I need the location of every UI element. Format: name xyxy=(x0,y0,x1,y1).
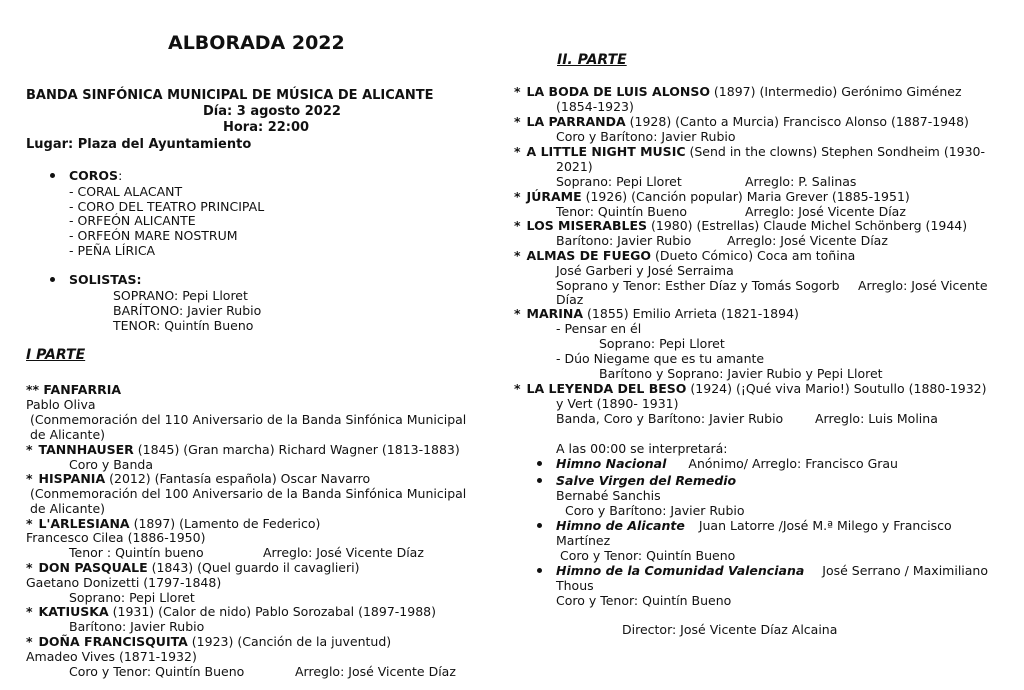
coros-heading: COROS: xyxy=(69,168,123,183)
concert-date: Día: 3 agosto 2022 xyxy=(203,104,341,119)
piece-composer: y Vert (1890- 1931) xyxy=(556,396,679,411)
concert-time: Hora: 22:00 xyxy=(223,120,310,135)
piece-composer: José Garberi y José Serraima xyxy=(556,263,734,278)
anthem-composer: Bernabé Sanchis xyxy=(556,488,661,503)
piece-arrangement: Arreglo: José Vicente Díaz xyxy=(727,233,888,248)
bullet-icon xyxy=(537,478,542,483)
choir-item: - ORFEÓN ALICANTE xyxy=(69,213,196,228)
piece-subitem: - Dúo Niegame que es tu amante xyxy=(556,351,765,366)
piece-cast: Coro y Tenor: Quintín Bueno xyxy=(69,664,245,679)
piece-cast: Soprano: Pepi Lloret xyxy=(599,336,725,351)
anthem-title: Salve Virgen del Remedio xyxy=(556,473,737,488)
piece-line: * LA BODA DE LUIS ALONSO (1897) (Intermedio) Gerónimo Giménez xyxy=(514,84,962,99)
piece-line: * HISPANIA (2012) (Fantasía española) Oscar Navarro xyxy=(26,471,371,486)
choir-item: - CORO DEL TEATRO PRINCIPAL xyxy=(69,199,265,214)
piece-note: (Conmemoración del 110 Aniversario de la Banda Sinfónica Municipal xyxy=(30,412,467,427)
anthem-line: Himno Nacional Anónimo/ Arreglo: Francisco Grau xyxy=(556,456,898,471)
concert-place: Lugar: Plaza del Ayuntamiento xyxy=(26,137,252,152)
piece-note: de Alicante) xyxy=(30,427,106,442)
piece-arrangement-cont: Díaz xyxy=(556,292,584,307)
piece-years: (1854-1923) xyxy=(556,99,634,114)
piece-line: * JÚRAME (1926) (Canción popular) Maria Grever (1885-1951) xyxy=(514,189,910,204)
anthem-composer: Thous xyxy=(556,578,594,593)
bullet-icon xyxy=(537,568,542,573)
piece-cast: Banda, Coro y Barítono: Javier Rubio xyxy=(556,411,784,426)
piece-line: * ALMAS DE FUEGO (Dueto Cómico) Coca am toñina xyxy=(514,248,856,263)
soloist-item: BARÍTONO: Javier Rubio xyxy=(113,303,262,318)
bullet-icon xyxy=(50,173,55,178)
bullet-icon xyxy=(50,277,55,282)
piece-line: * DON PASQUALE (1843) (Quel guardo il cavaglieri) xyxy=(26,560,360,575)
band-name: BANDA SINFÓNICA MUNICIPAL DE MÚSICA DE ALICANTE xyxy=(26,88,434,103)
piece-cast: Coro y Barítono: Javier Rubio xyxy=(556,129,736,144)
piece-line: * TANNHAUSER (1845) (Gran marcha) Richard Wagner (1813-1883) xyxy=(26,442,460,457)
piece-composer: Gaetano Donizetti (1797-1848) xyxy=(26,575,222,590)
piece-cast: Barítono y Soprano: Javier Rubio y Pepi Lloret xyxy=(599,366,883,381)
midnight-note: A las 00:00 se interpretará: xyxy=(556,441,728,456)
piece-title: ** FANFARRIA xyxy=(26,382,122,397)
piece-composer: Pablo Oliva xyxy=(26,397,96,412)
piece-note: (Conmemoración del 100 Aniversario de la Banda Sinfónica Municipal xyxy=(30,486,467,501)
piece-composer: Amadeo Vives (1871-1932) xyxy=(26,649,197,664)
piece-line: * L'ARLESIANA (1897) (Lamento de Federico) xyxy=(26,516,321,531)
piece-cast: Tenor : Quintín bueno xyxy=(69,545,204,560)
piece-note: de Alicante) xyxy=(30,501,106,516)
piece-line: * A LITTLE NIGHT MUSIC (Send in the clowns) Stephen Sondheim (1930- xyxy=(514,144,986,159)
piece-cast: Coro y Banda xyxy=(69,457,153,472)
choir-item: - PEÑA LÍRICA xyxy=(69,243,156,258)
piece-subitem: - Pensar en él xyxy=(556,321,642,336)
anthem-line: Himno de la Comunidad Valenciana José Serrano / Maximiliano xyxy=(556,563,989,578)
anthem-line: Himno de Alicante Juan Latorre /José M.ª Milego y Francisco xyxy=(556,518,952,533)
piece-arrangement: Arreglo: Luis Molina xyxy=(815,411,938,426)
piece-cast: Barítono: Javier Rubio xyxy=(556,233,692,248)
piece-cast: Tenor: Quintín Bueno xyxy=(556,204,688,219)
anthem-cast: Coro y Tenor: Quintín Bueno xyxy=(556,593,732,608)
piece-cast: Soprano: Pepi Lloret xyxy=(556,174,682,189)
part1-heading: I PARTE xyxy=(26,347,86,363)
choir-item: - ORFEÓN MARE NOSTRUM xyxy=(69,228,238,243)
solistas-heading: SOLISTAS: xyxy=(69,272,142,287)
page-title: ALBORADA 2022 xyxy=(168,32,345,54)
soloist-item: SOPRANO: Pepi Lloret xyxy=(113,288,248,303)
piece-arrangement: Arreglo: José Vicente Díaz xyxy=(295,664,456,679)
choir-item: - CORAL ALACANT xyxy=(69,184,183,199)
piece-arrangement: Arreglo: José Vicente Díaz xyxy=(745,204,906,219)
piece-cast: Barítono: Javier Rubio xyxy=(69,619,205,634)
piece-line: * LA PARRANDA (1928) (Canto a Murcia) Francisco Alonso (1887-1948) xyxy=(514,114,969,129)
piece-cast: Soprano y Tenor: Esther Díaz y Tomás Sogorb xyxy=(556,278,840,293)
piece-arrangement: Arreglo: José Vicente xyxy=(858,278,988,293)
bullet-icon xyxy=(537,523,542,528)
piece-line: * DOÑA FRANCISQUITA (1923) (Canción de la juventud) xyxy=(26,634,392,649)
director-credit: Director: José Vicente Díaz Alcaina xyxy=(622,622,838,637)
piece-line: * LA LEYENDA DEL BESO (1924) (¡Qué viva Mario!) Soutullo (1880-1932) xyxy=(514,381,987,396)
piece-arrangement: Arreglo: P. Salinas xyxy=(745,174,857,189)
piece-line: * MARINA (1855) Emilio Arrieta (1821-1894) xyxy=(514,306,799,321)
soloist-item: TENOR: Quintín Bueno xyxy=(113,318,254,333)
bullet-icon xyxy=(537,461,542,466)
anthem-composer: Martínez xyxy=(556,533,611,548)
piece-arrangement: Arreglo: José Vicente Díaz xyxy=(263,545,424,560)
anthem-cast: Coro y Tenor: Quintín Bueno xyxy=(560,548,736,563)
piece-line: * LOS MISERABLES (1980) (Estrellas) Claude Michel Schönberg (1944) xyxy=(514,218,968,233)
piece-years: 2021) xyxy=(556,159,593,174)
part2-heading: II. PARTE xyxy=(557,52,627,68)
piece-line: * KATIUSKA (1931) (Calor de nido) Pablo Sorozabal (1897-1988) xyxy=(26,604,436,619)
anthem-cast: Coro y Barítono: Javier Rubio xyxy=(565,503,745,518)
piece-composer: Francesco Cilea (1886-1950) xyxy=(26,530,206,545)
piece-cast: Soprano: Pepi Lloret xyxy=(69,590,195,605)
